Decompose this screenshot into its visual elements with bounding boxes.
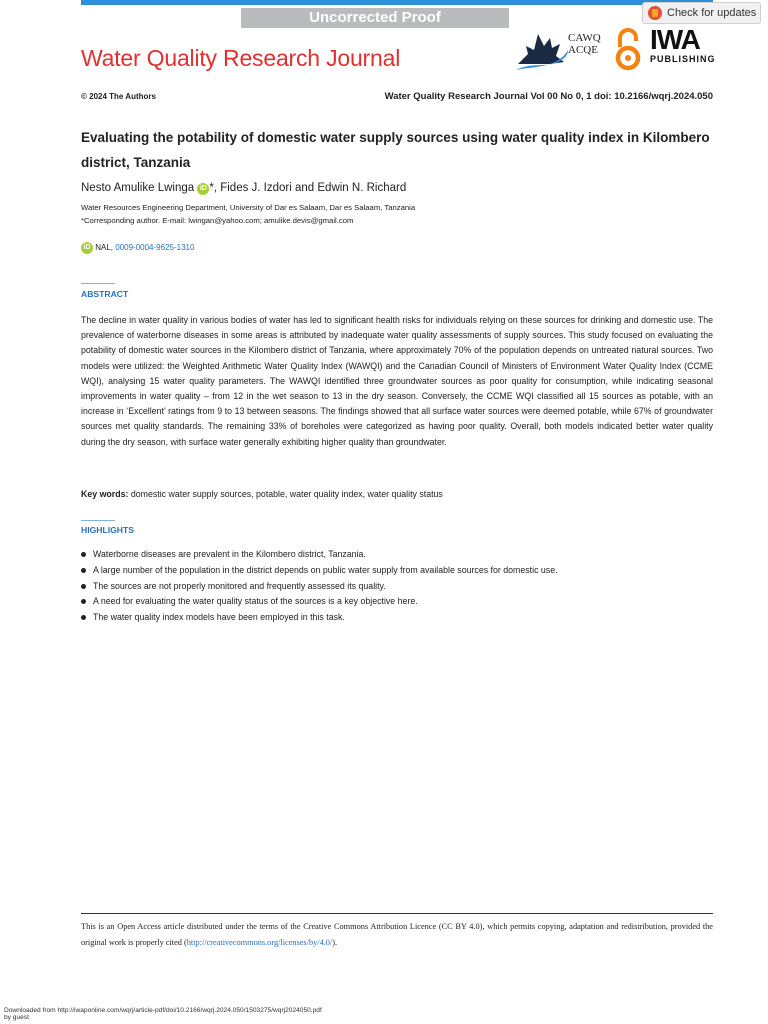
article-title: Evaluating the potability of domestic water supply sources using water quality index in Kilombero district, Tanzania — [81, 130, 710, 170]
list-item: A need for evaluating the water quality status of the sources is a key objective here. — [81, 594, 721, 610]
abstract-heading: ABSTRACT — [81, 289, 129, 299]
download-info: Downloaded from http://iwaponline.com/wqrj/article-pdf/doi/10.2166/wqrj.2024.050/1503275/wqrj2024050.pdf — [4, 1007, 322, 1014]
affiliations — [81, 202, 415, 227]
highlights-rule — [81, 520, 115, 521]
license-end: ). — [332, 938, 338, 947]
license-link[interactable]: http://creativecommons.org/licenses/by/4.0/ — [186, 938, 333, 947]
download-by: by guest — [4, 1014, 29, 1021]
open-access-lock-icon — [614, 27, 642, 71]
orcid-line — [81, 242, 194, 254]
license-rule — [81, 913, 713, 914]
cawq-logo — [514, 24, 606, 74]
iwa-publishing-logo: IWA PUBLISHING — [650, 24, 716, 64]
open-access-logo — [614, 27, 642, 71]
list-item: A large number of the population in the district depends on public water supply from available sources for domestic use. — [81, 563, 721, 579]
keywords-text: domestic water supply sources, potable, water quality index, water quality status — [128, 489, 443, 499]
uncorrected-proof-banner: Uncorrected Proof — [241, 8, 509, 28]
license-text — [81, 919, 713, 951]
download-footer — [4, 1007, 322, 1021]
list-item: The sources are not properly monitored and frequently assessed its quality. — [81, 579, 721, 595]
highlights-heading: HIGHLIGHTS — [81, 525, 134, 535]
journal-name: Water Quality Research Journal — [81, 45, 401, 71]
copyright: © 2024 The Authors — [81, 92, 156, 101]
check-for-updates-button[interactable] — [642, 2, 761, 24]
author-others: *, Fides J. Izdori and Edwin N. Richard — [209, 182, 407, 194]
abstract-text: The decline in water quality in various bodies of water has led to significant health risks for individuals relying on these sources for drinking and domestic use. The prevalence of waterborne diseases in some areas is attributed by inadequate water quality assessments of supply sources. This study focused on evaluating the potability of domestic water sources in the Kilombero district of Tanzania, where approximately 70% of the population depends on untreated natural sources. Two models were utilized: the Weighted Arithmetic Water Quality Index (WAWQI) and the Canadian Council of Ministers of Environment Water Quality Index (CCME WQI), analysing 15 water quality parameters. The WAWQI identified three groundwater sources as poor quality for consumption, while indicating seasonal improvements in water quality – from 12 in the wet season to 13 in the dry season. Conversely, the CCME WQI classified all 15 sources as potable, with an increase in ‘Excellent’ ratings from 9 to 13 between seasons. The findings showed that all surface water sources were deemed potable, while 67% of groundwater sources met quality standards. The remaining 33% of boreholes were categorized as having poor quality. Overall, both models indicated better water quality during the dry season, with surface water generally exhibiting higher quality than groundwater. — [81, 315, 713, 447]
orcid-link[interactable]: 0009-0004-9625-1310 — [115, 243, 195, 252]
highlights-list — [81, 547, 721, 626]
author-line — [81, 182, 406, 195]
cawq-text: CAWQ ACQE — [568, 32, 601, 56]
affiliation: Water Resources Engineering Department, University of Dar es Salaam, Dar es Salaam, Tanzania — [81, 203, 416, 212]
orcid-icon: iD — [81, 242, 93, 254]
abstract-rule — [81, 283, 115, 284]
keywords-label: Key words: — [81, 489, 129, 499]
top-bar — [81, 0, 713, 5]
check-updates-label: Check for updates — [667, 7, 757, 19]
corresponding-author: *Corresponding author. E-mail: lwingan@yahoo.com; amulike.devis@gmail.com — [81, 215, 354, 225]
orcid-prefix: NAL, — [95, 243, 116, 252]
list-item: Waterborne diseases are prevalent in the Kilombero district, Tanzania. — [81, 547, 721, 563]
list-item: The water quality index models have been employed in this task. — [81, 610, 721, 626]
crossmark-icon — [648, 6, 662, 20]
license-body: This is an Open Access article distributed under the terms of the Creative Commons Attribution Licence (CC BY 4.0), which permits copying, adaptation and redistribution, provided the original work is properly cited ( — [81, 922, 713, 947]
keywords — [81, 489, 443, 499]
author-name[interactable]: Nesto Amulike Lwinga — [81, 182, 195, 194]
citation-doi[interactable]: Water Quality Research Journal Vol 00 No 0, 1 doi: 10.2166/wqrj.2024.050 — [384, 91, 713, 102]
orcid-icon[interactable]: iD — [197, 183, 209, 195]
